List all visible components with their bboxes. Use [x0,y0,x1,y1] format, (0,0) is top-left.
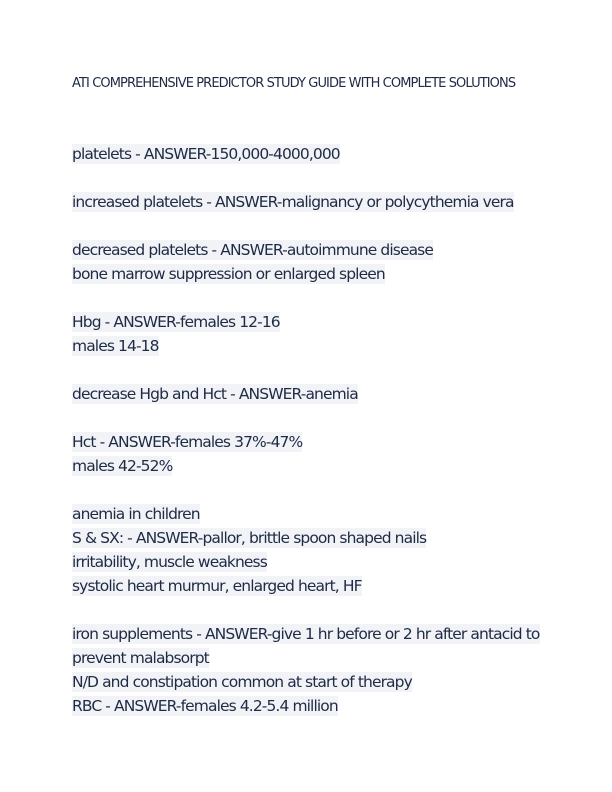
document-page [72,74,542,742]
entry-line: males 14-18 [72,337,159,355]
entry-line: Hbg - ANSWER-females 12-16 [72,313,280,331]
entry-line: prevent malabsorpt [72,649,209,667]
entry-line: systolic heart murmur, enlarged heart, HF [72,577,362,595]
entry-line: RBC - ANSWER-females 4.2-5.4 million [72,697,338,715]
entry-iron-supplements [72,622,542,694]
entry-anemia-children [72,502,542,598]
entry-hbg [72,310,542,358]
entry-line: iron supplements - ANSWER-give 1 hr before or 2 hr after antacid to [72,625,540,643]
entry-line: irritability, muscle weakness [72,553,267,571]
entry-line: decreased platelets - ANSWER-autoimmune disease [72,241,433,259]
entry-decreased-platelets [72,238,542,286]
entry-line: increased platelets - ANSWER-malignancy or polycythemia vera [72,193,514,211]
document-title: ATI COMPREHENSIVE PREDICTOR STUDY GUIDE WITH COMPLETE SOLUTIONS [72,76,516,91]
entry-line: Hct - ANSWER-females 37%-47% [72,433,303,451]
entry-line: platelets - ANSWER-150,000-4000,000 [72,145,340,163]
entry-line: bone marrow suppression or enlarged spleen [72,265,385,283]
entry-decrease-hgb-hct [72,382,542,406]
entry-line: N/D and constipation common at start of therapy [72,673,412,691]
entry-increased-platelets [72,190,542,214]
entry-hct [72,430,542,478]
entry-rbc [72,694,542,718]
entry-line: decrease Hgb and Hct - ANSWER-anemia [72,385,358,403]
entry-line: S & SX: - ANSWER-pallor, brittle spoon shaped nails [72,529,427,547]
entry-line: anemia in children [72,505,200,523]
entry-platelets [72,142,542,166]
entry-line: males 42-52% [72,457,173,475]
